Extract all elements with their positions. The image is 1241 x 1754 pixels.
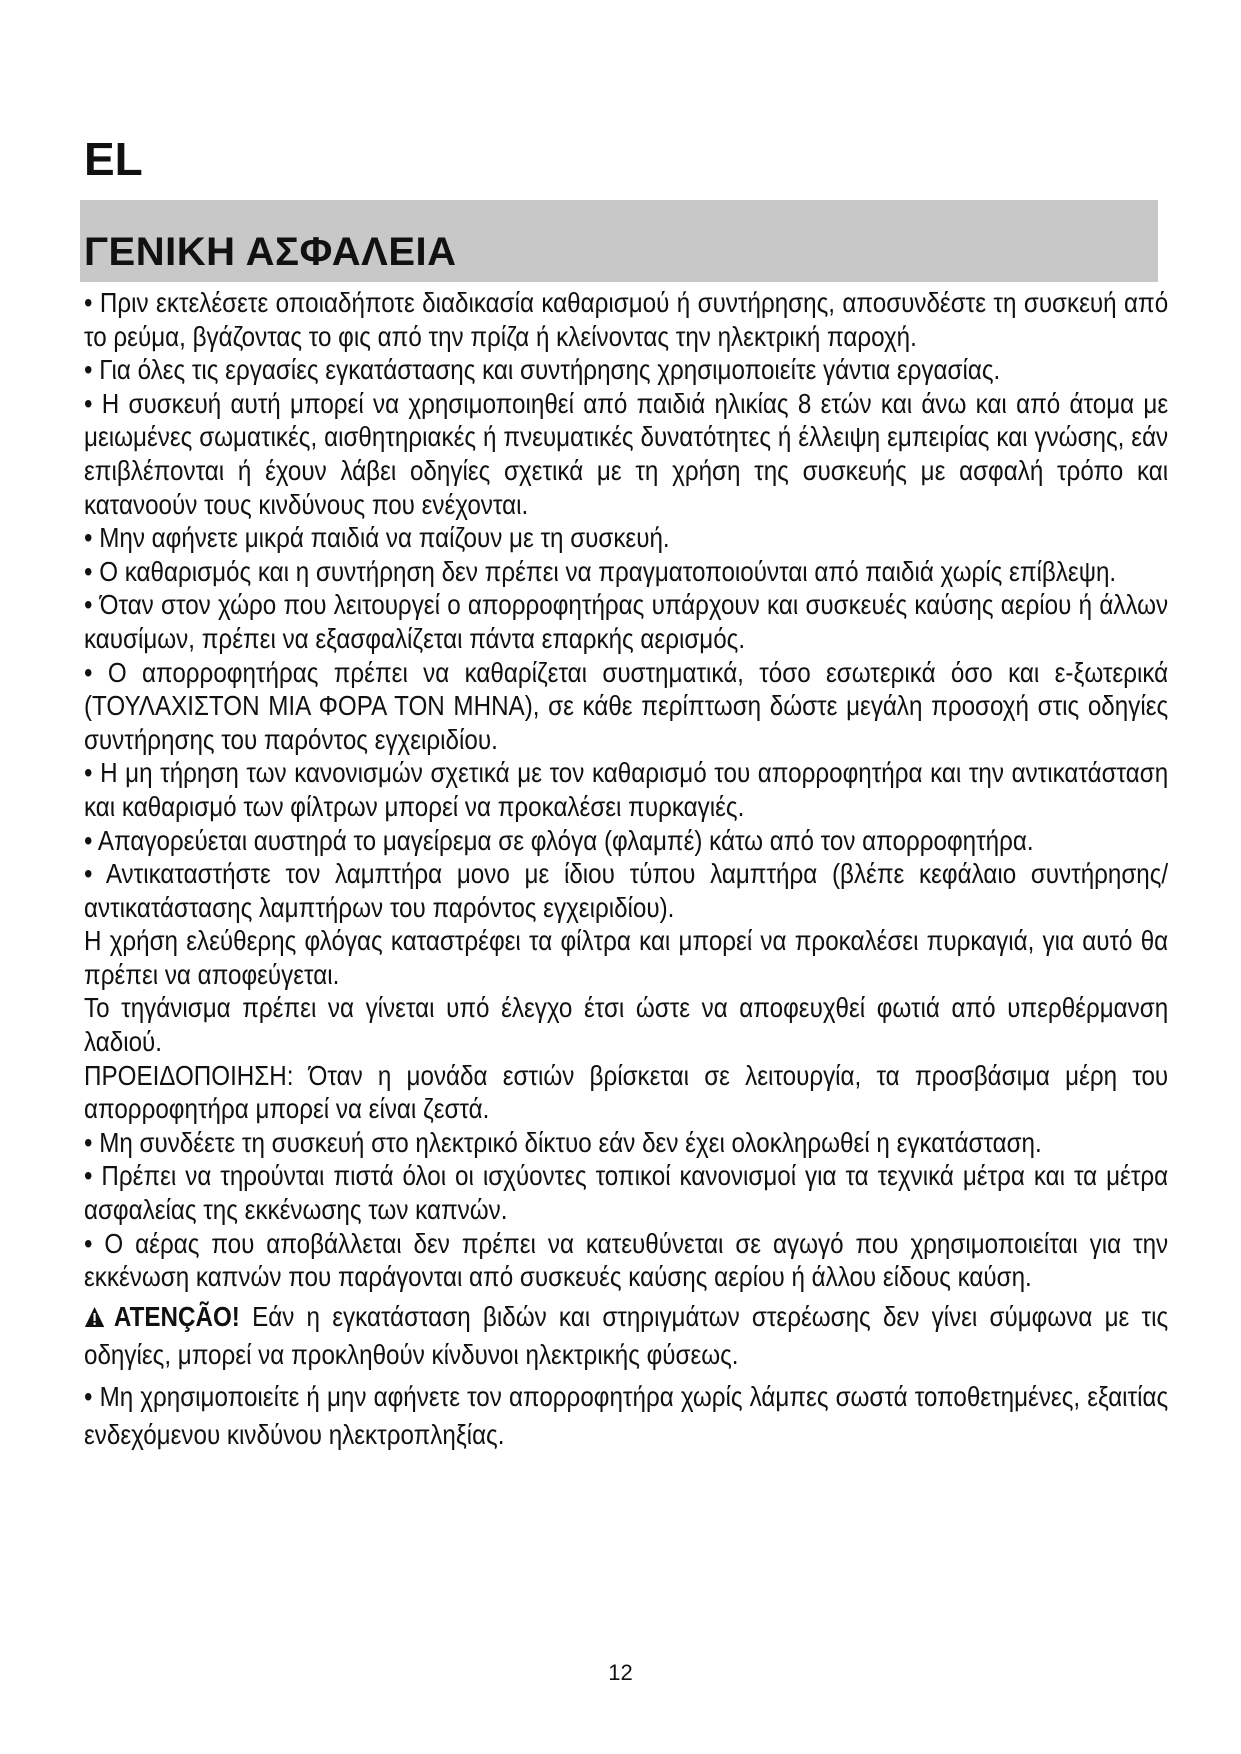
paragraph: • Η συσκευή αυτή μπορεί να χρησιμοποιηθεί από παιδιά ηλικίας 8 ετών και άνω και από άτομα με μειωμένες σωματικές, αισθητηριακές ή πνευματικές δυνατότητες ή έλλειψη εμπειρίας και γνώσης, εάν επιβλέπονται ή έχουν λάβει οδηγίες σχετικά με τη χρήση της συσκευής με ασφαλή τρόπο και κατανοούν τους κινδύνους που ενέχονται. <box>84 387 1169 520</box>
paragraph: Η χρήση ελεύθερης φλόγας καταστρέφει τα φίλτρα και μπορεί να προκαλέσει πυρκαγιά, για αυτό θα πρέπει να αποφεύγεται. <box>84 925 1169 990</box>
section-title: ΓΕΝΙΚΗ ΑΣΦΑΛΕΙΑ <box>84 230 457 274</box>
paragraph: • Για όλες τις εργασίες εγκατάστασης και συντήρησης χρησιμοποιείτε γάντια εργασίας. <box>84 354 1001 386</box>
warning-paragraph <box>84 1298 1168 1374</box>
paragraph: • Μη χρησιμοποιείτε ή μην αφήνετε τον απορροφητήρα χωρίς λάμπες σωστά τοποθετημένες, εξαιτίας ενδεχόμενου κινδύνου ηλεκτροπληξίας. <box>84 1380 1169 1450</box>
paragraph: • Ο καθαρισμός και η συντήρηση δεν πρέπει να πραγματοποιούνται από παιδιά χωρίς επίβλεψη. <box>84 555 1117 587</box>
paragraph: • Μη συνδέετε τη συσκευή στο ηλεκτρικό δίκτυο εάν δεν έχει ολοκληρωθεί η εγκατάσταση. <box>84 1126 1042 1158</box>
paragraph: Το τηγάνισμα πρέπει να γίνεται υπό έλεγχο έτσι ώστε να αποφευχθεί φωτιά από υπερθέρμανση λαδιού. <box>84 992 1169 1058</box>
page-number: 12 <box>608 1660 633 1685</box>
paragraph: ΠΡΟΕΙΔΟΠΟΙΗΣΗ: Όταν η μονάδα εστιών βρίσκεται σε λειτουργία, τα προσβάσιμα μέρη του απορροφητήρα μπορεί να είναι ζεστά. <box>84 1059 1169 1125</box>
safety-instructions <box>84 286 1168 1454</box>
paragraph: • Ο αέρας που αποβάλλεται δεν πρέπει να κατευθύνεται σε αγωγό που χρησιμοποιείται για την εκκένωση καπνών που παράγονται από συσκευές καύσης αερίου ή άλλου είδους καύση. <box>84 1227 1169 1293</box>
language-code: EL <box>84 133 143 185</box>
paragraph: • Ο απορροφητήρας πρέπει να καθαρίζεται συστηματικά, τόσο εσωτερικά όσο και ε-ξωτερικά (ΤΟΥΛΑΧΙΣΤΟΝ ΜΙΑ ΦΟΡΑ ΤΟΝ ΜΗΝΑ), σε κάθε περίπτωση δώστε μεγάλη προσοχή στις οδηγίες συντήρησης του παρόντος εγχειριδίου. <box>84 656 1169 755</box>
paragraph: • Απαγορεύεται αυστηρά το μαγείρεμα σε φλόγα (φλαμπέ) κάτω από τον απορροφητήρα. <box>84 824 1034 856</box>
paragraph: • Πρέπει να τηρούνται πιστά όλοι οι ισχύοντες τοπικοί κανονισμοί για τα τεχνικά μέτρα και τα μέτρα ασφαλείας της εκκένωσης των καπνών. <box>84 1160 1169 1226</box>
warning-text: Εάν η εγκατάσταση βιδών και στηριγμάτων στερέωσης δεν γίνει σύμφωνα με τις οδηγίες, μπορεί να προκληθούν κίνδυνοι ηλεκτρικής φύσεως. <box>84 1300 1169 1370</box>
warning-triangle-icon <box>84 1306 105 1328</box>
paragraph: • Όταν στον χώρο που λειτουργεί ο απορροφητήρας υπάρχουν και συσκευές καύσης αερίου ή άλλων καυσίμων, πρέπει να εξασφαλίζεται πάντα επαρκής αερισμός. <box>84 589 1169 654</box>
paragraph: • Αντικαταστήστε τον λαμπτήρα μονο με ίδιου τύπου λαμπτήρα (βλέπε κεφάλαιο συντήρησης/αντικατάστασης λαμπτήρων του παρόντος εγχειριδίου). <box>84 858 1169 923</box>
paragraph: • Η μη τήρηση των κανονισμών σχετικά με τον καθαρισμό του απορροφητήρα και την αντικατάσταση και καθαρισμό των φίλτρων μπορεί να προκαλέσει πυρκαγιές. <box>84 757 1169 822</box>
paragraph: • Μην αφήνετε μικρά παιδιά να παίζουν με τη συσκευή. <box>84 522 670 554</box>
paragraph: • Πριν εκτελέσετε οποιαδήποτε διαδικασία καθαρισμού ή συντήρησης, αποσυνδέστε τη συσκευή από το ρεύμα, βγάζοντας το φις από την πρίζα ή κλείνοντας την ηλεκτρική παροχή. <box>84 287 1169 352</box>
warning-label: ATENÇÃO! <box>113 1300 240 1332</box>
